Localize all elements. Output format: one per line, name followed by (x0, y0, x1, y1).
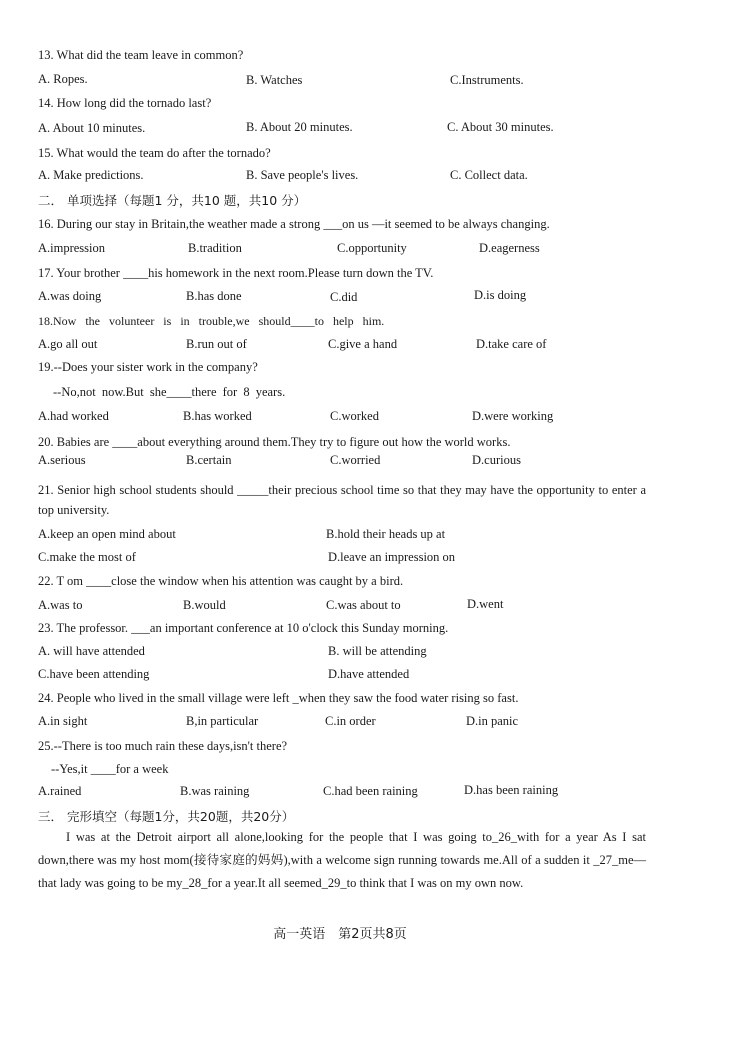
question-24-stem: 24. People who lived in the small village were left _when they saw the food water rising so fast. (38, 691, 519, 705)
q25-option-b: B.was raining (180, 784, 250, 798)
q17-option-b: B.has done (186, 289, 242, 303)
q21-option-a: A.keep an open mind about (38, 527, 176, 541)
cloze-passage: I was at the Detroit airport all alone,looking for the people that I was going to_26_with for a year As I sat down,there was my host mom(接待家庭的妈妈),with a welcome sign running towards me.All of a sudden it _27_me—that lady was going to be my_28_for a year.It all seemed_29_to think that I was on my own now. (38, 830, 646, 890)
q22-option-c: C.was about to (326, 598, 401, 612)
q20-option-d: D.curious (472, 453, 521, 467)
question-25-stem-reply: --Yes,it ____for a week (51, 762, 169, 776)
question-18-stem: 18.Now the volunteer is in trouble,we should____to help him. (38, 314, 385, 328)
q18-option-d: D.take care of (476, 337, 547, 351)
page-footer: 高一英语 第2页共8页 (273, 927, 407, 942)
q25-option-a: A.rained (38, 784, 82, 798)
q13-option-b: B. Watches (246, 73, 303, 87)
q17-option-d: D.is doing (474, 288, 527, 302)
question-21-stem: 21. Senior high school students should _____their precious school time so that they may have the opportunity to enter a top university. (38, 483, 646, 517)
q23-option-b: B. will be attending (328, 644, 427, 658)
q20-option-b: B.certain (186, 453, 232, 467)
q23-option-a: A. will have attended (38, 644, 145, 658)
q14-option-b: B. About 20 minutes. (246, 120, 353, 134)
q18-option-c: C.give a hand (328, 337, 398, 351)
q17-option-c: C.did (330, 290, 358, 304)
q16-option-d: D.eagerness (479, 241, 540, 255)
q19-option-a: A.had worked (38, 409, 109, 423)
question-25-stem: 25.--There is too much rain these days,isn't there? (38, 739, 288, 753)
q23-option-c: C.have been attending (38, 667, 150, 681)
q16-option-a: A.impression (38, 241, 106, 255)
section-3-heading: 三． 完形填空（每题1分，共20题，共20分） (38, 809, 295, 824)
q19-option-d: D.were working (472, 409, 554, 423)
q22-option-a: A.was to (38, 598, 83, 612)
q25-option-c: C.had been raining (323, 784, 418, 798)
q14-option-c: C. About 30 minutes. (447, 120, 554, 134)
q17-option-a: A.was doing (38, 289, 102, 303)
q16-option-c: C.opportunity (337, 241, 407, 255)
q14-option-a: A. About 10 minutes. (38, 121, 146, 135)
q21-option-b: B.hold their heads up at (326, 527, 446, 541)
q16-option-b: B.tradition (188, 241, 242, 255)
q15-option-a: A. Make predictions. (38, 168, 144, 182)
q21-option-c: C.make the most of (38, 550, 136, 564)
question-20-stem: 20. Babies are ____about everything around them.They try to figure out how the world works. (38, 435, 511, 449)
q13-option-a: A. Ropes. (38, 72, 88, 86)
q13-option-c: C.Instruments. (450, 73, 524, 87)
question-19-stem: 19.--Does your sister work in the company? (38, 360, 258, 374)
q21-option-d: D.leave an impression on (328, 550, 456, 564)
q18-option-a: A.go all out (38, 337, 98, 351)
q20-option-c: C.worried (330, 453, 381, 467)
question-13-stem: 13. What did the team leave in common? (38, 48, 244, 62)
q15-option-b: B. Save people's lives. (246, 168, 359, 182)
question-22-stem: 22. T om ____close the window when his attention was caught by a bird. (38, 574, 404, 588)
q18-option-b: B.run out of (186, 337, 247, 351)
q20-option-a: A.serious (38, 453, 86, 467)
question-16-stem: 16. During our stay in Britain,the weather made a strong ___on us —it seemed to be always changing. (38, 217, 550, 231)
section-2-heading: 二． 单项选择（每题1 分，共10 题，共10 分） (38, 193, 307, 208)
q22-option-b: B.would (183, 598, 226, 612)
q24-option-c: C.in order (325, 714, 376, 728)
q22-option-d: D.went (467, 597, 504, 611)
q24-option-a: A.in sight (38, 714, 88, 728)
q24-option-b: B,in particular (186, 714, 259, 728)
q19-option-c: C.worked (330, 409, 379, 423)
question-14-stem: 14. How long did the tornado last? (38, 96, 212, 110)
q23-option-d: D.have attended (328, 667, 410, 681)
question-19-stem-reply: --No,not now.But she____there for 8 years. (53, 385, 286, 399)
q24-option-d: D.in panic (466, 714, 519, 728)
q19-option-b: B.has worked (183, 409, 252, 423)
question-23-stem: 23. The professor. ___an important conference at 10 o'clock this Sunday morning. (38, 621, 449, 635)
q15-option-c: C. Collect data. (450, 168, 528, 182)
q25-option-d: D.has been raining (464, 783, 559, 797)
question-17-stem: 17. Your brother ____his homework in the next room.Please turn down the TV. (38, 266, 434, 280)
question-15-stem: 15. What would the team do after the tornado? (38, 146, 271, 160)
